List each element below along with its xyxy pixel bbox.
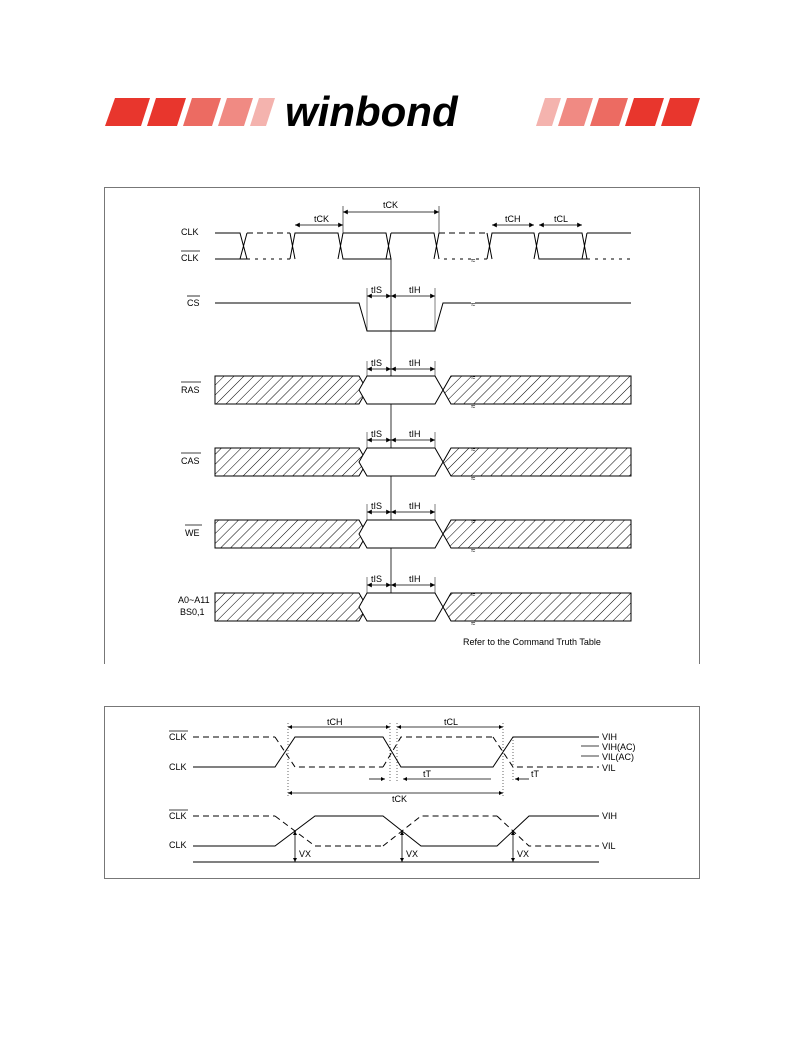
tch-label: tCH: [505, 214, 521, 224]
level-markers-upper: [581, 746, 599, 756]
we-tis-label: tIS: [371, 501, 383, 511]
clk-waveform: [215, 233, 631, 259]
svg-text:≈: ≈: [471, 546, 476, 555]
clk-label-2: CLK: [169, 762, 187, 772]
we-tih-label: tIH: [409, 501, 421, 511]
ras-tis-label: tIS: [371, 358, 383, 368]
vih-label: VIH: [602, 732, 618, 742]
vil-ac-label: VIL(AC): [602, 752, 635, 762]
cas-label: CAS: [181, 456, 200, 466]
ras-tih-label: tIH: [409, 358, 421, 368]
address-waveform: [215, 577, 631, 621]
tck-small-label: tCK: [314, 214, 330, 224]
vx-label-2: VX: [406, 849, 419, 859]
clk-label-3: CLK: [169, 840, 187, 850]
svg-text:≈: ≈: [471, 402, 476, 411]
cas-tih-label: tIH: [409, 429, 421, 439]
svg-text:≈: ≈: [471, 619, 476, 628]
vih-label-2: VIH: [602, 811, 618, 821]
vx-label-3: VX: [517, 849, 530, 859]
clock-level-svg: [105, 707, 699, 878]
break-markers: [471, 373, 476, 628]
logo-stripes-right: [536, 98, 700, 126]
logo-wordmark: winbond: [285, 92, 458, 132]
command-timing-diagram: [104, 187, 700, 664]
cs-waveform: [215, 303, 631, 331]
svg-text:≈: ≈: [471, 373, 476, 382]
addr-label-2: BS0,1: [180, 607, 205, 617]
cas-waveform: [215, 432, 631, 476]
vil-label: VIL: [602, 763, 616, 773]
ras-label: RAS: [181, 385, 200, 395]
upper-guides: [288, 723, 513, 797]
winbond-logo: [105, 92, 700, 132]
tcl-label: tCL: [554, 214, 569, 224]
cs-tis-label: tIS: [371, 285, 383, 295]
tt-label-2: tT: [531, 769, 539, 779]
svg-text:≈: ≈: [471, 474, 476, 483]
vih-ac-label: VIH(AC): [602, 742, 636, 752]
ras-waveform: [215, 361, 631, 404]
vil-label-2: VIL: [602, 841, 616, 851]
addr-tis-label: tIS: [371, 574, 383, 584]
command-truth-table-note: Refer to the Command Truth Table: [463, 637, 601, 647]
clk-bar-label-2: CLK: [169, 732, 187, 742]
cas-tis-label: tIS: [371, 429, 383, 439]
addr-label-1: A0~A11: [178, 595, 210, 605]
tt-label-1: tT: [423, 769, 431, 779]
tck-label: tCK: [383, 200, 399, 210]
svg-text:≈: ≈: [471, 590, 476, 599]
tcl-label-2: tCL: [444, 717, 459, 727]
clk-upper-waveform: [193, 737, 599, 767]
clk-bar-label-3: CLK: [169, 811, 187, 821]
clk-lower-waveform: [193, 816, 599, 862]
clock-level-diagram: [104, 706, 700, 879]
logo-stripes-left: [105, 98, 275, 126]
we-label: WE: [185, 528, 200, 538]
we-waveform: [215, 504, 631, 548]
clk-break-mark: ≈: [471, 256, 476, 265]
cs-label: CS: [187, 298, 200, 308]
clk-label: CLK: [181, 227, 199, 237]
command-timing-svg: [105, 188, 699, 664]
addr-tih-label: tIH: [409, 574, 421, 584]
svg-text:≈: ≈: [471, 300, 476, 309]
clk-bar-label: CLK: [181, 253, 199, 263]
svg-text:≈: ≈: [471, 517, 476, 526]
svg-text:≈: ≈: [471, 445, 476, 454]
cs-tih-label: tIH: [409, 285, 421, 295]
tck-label-2: tCK: [392, 794, 408, 804]
tch-label-2: tCH: [327, 717, 343, 727]
vx-label-1: VX: [299, 849, 312, 859]
